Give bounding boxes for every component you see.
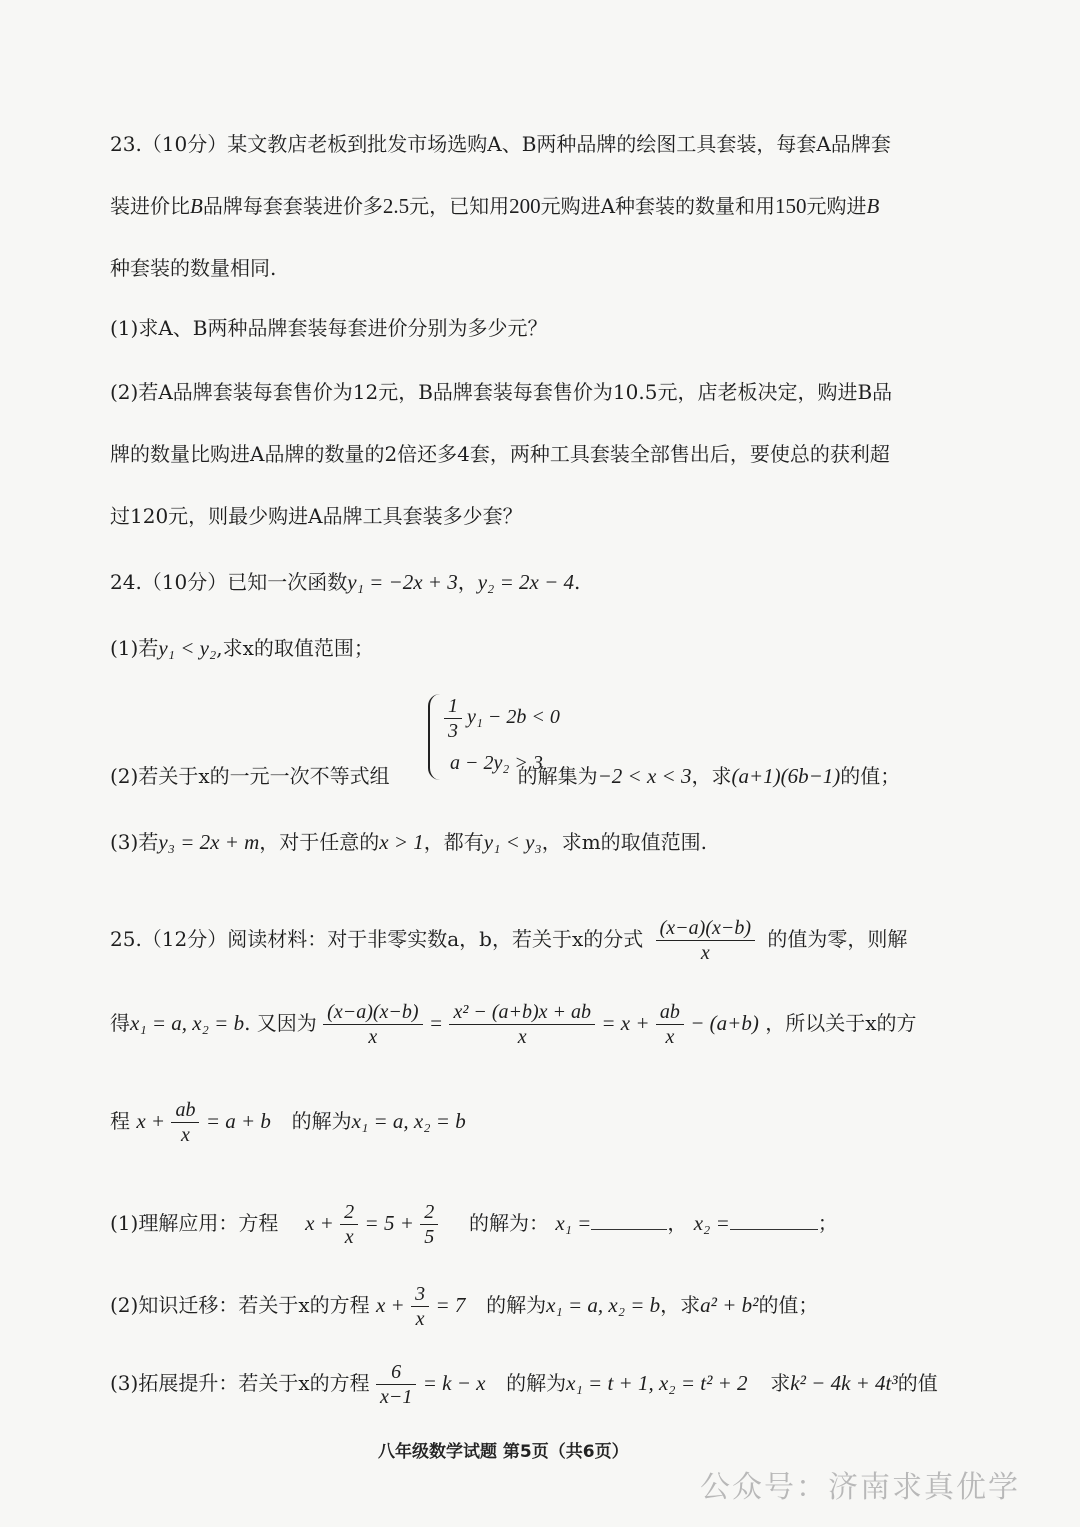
q24-part1: (1)若y₁ < y₂,求x的取值范围； <box>110 636 374 660</box>
q23-line1: 23.（10分）某文教店老板到批发市场选购A、B两种品牌的绘图工具套装，每套A品牌套 <box>110 132 891 156</box>
system-row-2: a − 2y₂ > 3 <box>450 752 543 774</box>
q25-part1: (1)理解应用：方程 x + $\frac{2}{x}$ = 5 + $\frac{2}{5}$ 的解为： x₁ = ， x₂ = ； <box>110 1201 838 1248</box>
q24-part2: (2)若关于x的一元一次不等式组 的解集为−2 < x < 3，求(a+1)(6b−1)的值； <box>110 764 901 788</box>
q24-part3: (3)若y₃ = 2x + m，对于任意的x > 1，都有y₁ < y₃，求m的取值范围. <box>110 830 708 854</box>
q23-line2: 装进价比B品牌每套套装进价多2.5元，已知用200元购进A种套装的数量和用150元购进B <box>110 194 880 218</box>
watermark: 公众号：济南求真优学 <box>700 1470 1020 1505</box>
q25-stem: 25.（12分）阅读材料：对于非零实数a，b，若关于x的分式 $\frac{(x-a)(x-b)}{x}$ 的值为零，则解 <box>110 917 908 964</box>
q25-line2: 得x₁ = a, x₂ = b. 又因为 $\frac{(x-a)(x-b)}{x}$ = $\frac{\text{x² − (a+b)x + ab}}{x}$ = x + $\frac{ab}{x}$ − (a+b) ，所以关于x的方 <box>110 1001 917 1048</box>
q23-part2-line1: (2)若A品牌套装每套售价为12元，B品牌套装每套售价为10.5元，店老板决定，购进B品 <box>110 380 893 404</box>
q23-part2-line3: 过120元，则最少购进A品牌工具套装多少套？ <box>110 504 523 528</box>
answer-blank-x1[interactable] <box>591 1209 667 1230</box>
q24-stem: 24.（10分）已知一次函数y₁ = −2x + 3，y₂ = 2x − 4. <box>110 570 581 594</box>
answer-blank-x2[interactable] <box>730 1209 818 1230</box>
q25-part3: (3)拓展提升：若关于x的方程 $\frac{6}{x-1}$ = k − x 的解为x₁ = t + 1, x₂ = t² + 2 求k² − 4k + 4t³的值 <box>110 1361 938 1408</box>
q23-part1: (1)求A、B两种品牌套装每套进价分别为多少元？ <box>110 316 548 340</box>
q23-part2-line2: 牌的数量比购进A品牌的数量的2倍还多4套，两种工具套装全部售出后，要使总的获利超 <box>110 442 890 466</box>
q25-line3: 程 x + $\frac{ab}{x}$ = a + b 的解为x₁ = a, x₂ = b <box>110 1099 466 1146</box>
q25-part2: (2)知识迁移：若关于x的方程 x + $\frac{3}{x}$ = 7 的解为x₁ = a, x₂ = b，求a² + b²的值； <box>110 1283 819 1330</box>
system-row-1: $\frac{1}{3}$ y₁ − 2b < 0 <box>444 694 560 743</box>
page-footer: 八年级数学试题 第5页（共6页） <box>378 1442 629 1462</box>
q23-line3: 种套装的数量相同. <box>110 256 277 280</box>
